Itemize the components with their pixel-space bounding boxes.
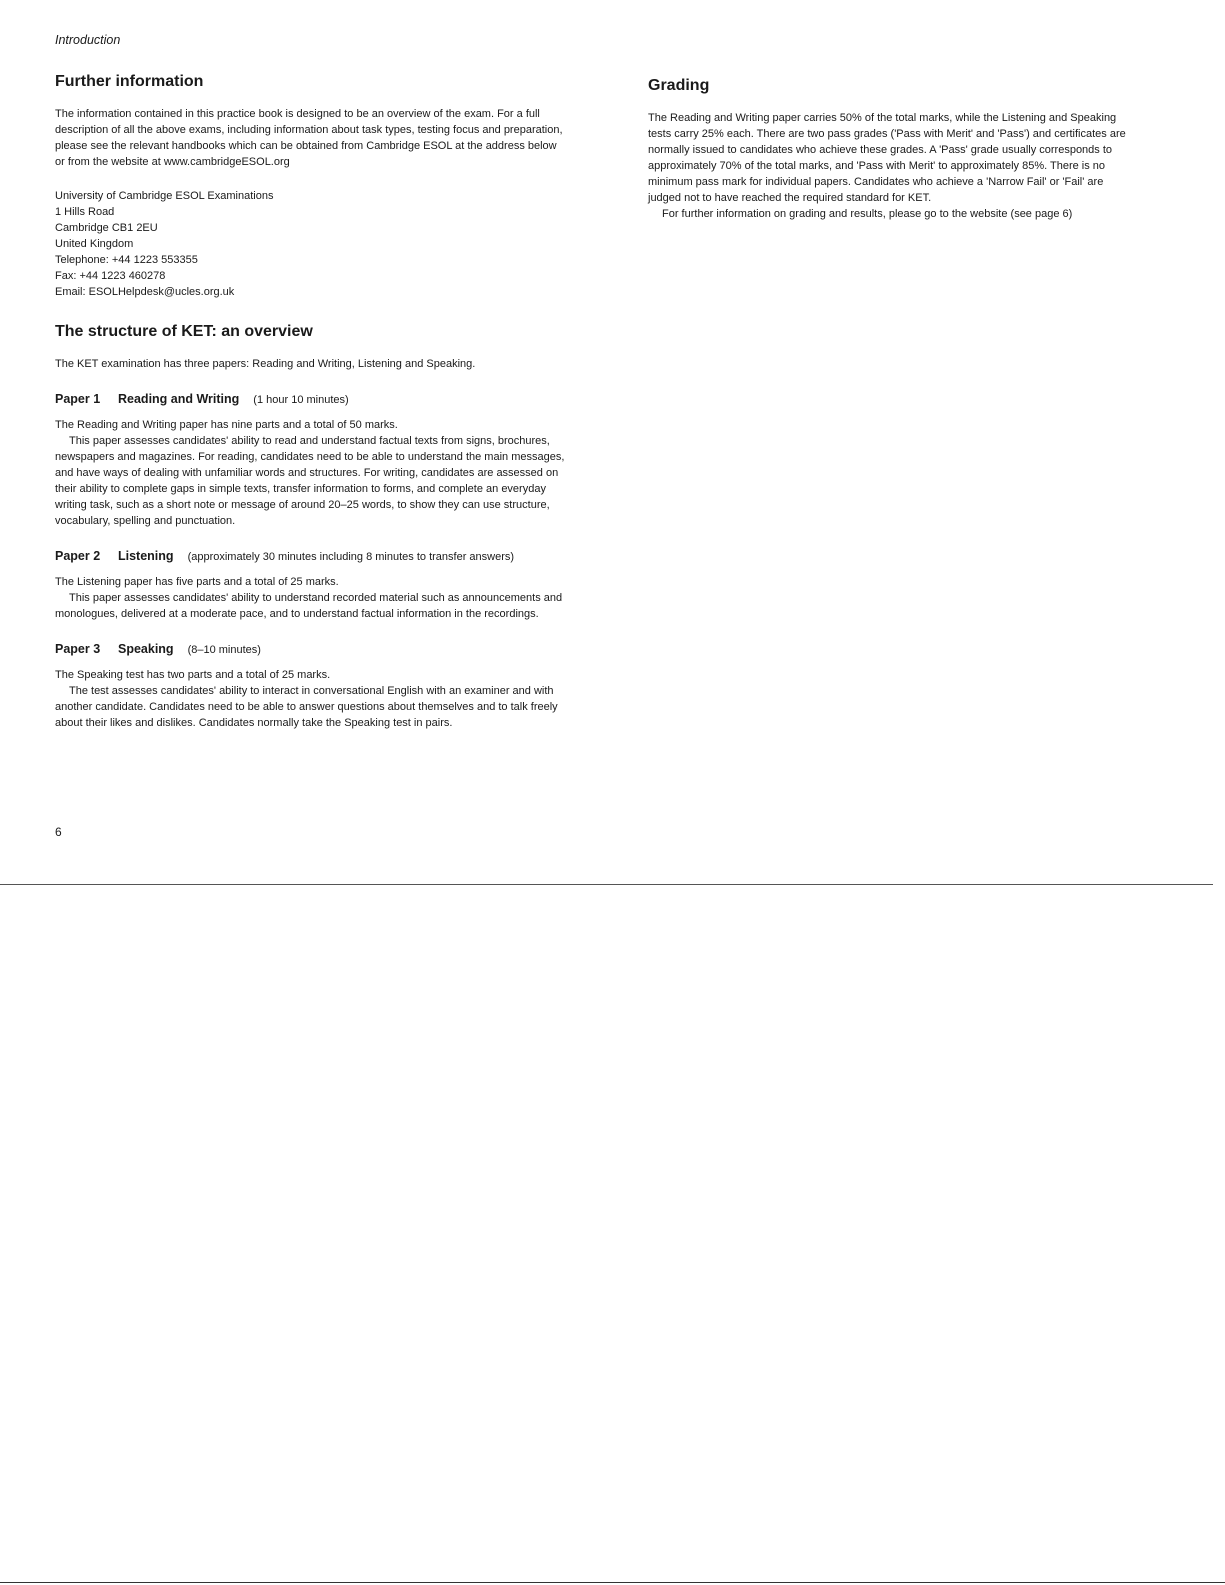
paper-2-block: [55, 547, 565, 622]
grading-body: The Reading and Writing paper carries 50% of the total marks, while the Listening and Speaking tests carry 25% each. There are two pass grades ('Pass with Merit' and 'Pass') and certificates are normally issued to candidates who achieve these grades. A 'Pass' grade usually corresponds to approximately 70% of the total marks, and 'Pass with Merit' to approximately 85%. There is no minimum pass mark for individual papers. Candidates who achieve a 'Narrow Fail' or 'Fail' are judged not to have reached the required standard for KET.: [648, 112, 1126, 204]
grading-section: [648, 76, 1128, 222]
paper-2-heading: [55, 547, 565, 566]
page-divider: [0, 884, 1213, 885]
structure-intro: The KET examination has three papers: Reading and Writing, Listening and Speaking.: [55, 358, 476, 370]
paper-2-summary: The Listening paper has five parts and a total of 25 marks.: [55, 576, 339, 588]
left-column: [55, 72, 565, 731]
further-information-body: The information contained in this practice book is designed to be an overview of the exam. For a full description of all the above exams, including information about task types, testing focus and preparation, please see the relevant handbooks which can be obtained from Cambridge ESOL at the address below or from the website at www.cambridgeESOL.org: [55, 108, 563, 168]
paper-number: Paper 3: [55, 642, 101, 656]
paper-1-summary: The Reading and Writing paper has nine parts and a total of 50 marks.: [55, 419, 398, 431]
address-line: United Kingdom: [55, 238, 134, 250]
structure-heading: The structure of KET: an overview: [55, 323, 313, 340]
paper-3-block: [55, 640, 565, 731]
paper-2-description: This paper assesses candidates' ability to understand recorded material such as announcements and monologues, delivered at a moderate pace, and to understand factual information in the recordings.: [55, 592, 563, 620]
paper-3-summary: The Speaking test has two parts and a total of 25 marks.: [55, 669, 331, 681]
email-line: Email: ESOLHelpdesk@ucles.org.uk: [55, 286, 235, 298]
running-head: Introduction: [55, 33, 121, 47]
address-line: 1 Hills Road: [55, 206, 115, 218]
paper-1-block: [55, 390, 565, 529]
paper-number: Paper 2: [55, 549, 101, 563]
paper-duration: (1 hour 10 minutes): [253, 394, 349, 406]
grading-heading: Grading: [648, 77, 710, 94]
address-line: University of Cambridge ESOL Examinations: [55, 190, 274, 202]
page-number: 6: [55, 825, 62, 839]
address-block: [55, 188, 565, 300]
paper-duration: (8–10 minutes): [187, 644, 261, 656]
paper-3-description: The test assesses candidates' ability to interact in conversational English with an examiner and with another candidate. Candidates need to be able to answer questions about themselves and to talk freely about their likes and dislikes. Candidates normally take the Speaking test in pairs.: [55, 685, 558, 729]
structure-section: [55, 322, 565, 731]
address-line: Cambridge CB1 2EU: [55, 222, 158, 234]
further-information-heading: Further information: [55, 73, 204, 90]
paper-number: Paper 1: [55, 392, 101, 406]
telephone-line: Telephone: +44 1223 553355: [55, 254, 198, 266]
paper-1-heading: [55, 390, 565, 409]
bottom-border: [0, 1582, 1225, 1583]
paper-title: Reading and Writing: [118, 392, 240, 406]
fax-line: Fax: +44 1223 460278: [55, 270, 166, 282]
grading-further-info: For further information on grading and results, please go to the website (see page 6): [662, 208, 1073, 220]
further-information-section: [55, 72, 565, 300]
paper-title: Listening: [118, 549, 174, 563]
paper-duration: (approximately 30 minutes including 8 minutes to transfer answers): [187, 551, 515, 563]
paper-1-description: This paper assesses candidates' ability to read and understand factual texts from signs, brochures, newspapers and magazines. For reading, candidates need to be able to understand the main messages, and have ways of dealing with unfamiliar words and structures. For writing, candidates are assessed on their ability to complete gaps in simple texts, transfer information to forms, and complete an everyday writing task, such as a short note or message of around 20–25 words, to show they can use structure, vocabulary, spelling and punctuation.: [55, 435, 565, 527]
paper-title: Speaking: [118, 642, 174, 656]
paper-3-heading: [55, 640, 565, 659]
right-column: [648, 76, 1128, 222]
